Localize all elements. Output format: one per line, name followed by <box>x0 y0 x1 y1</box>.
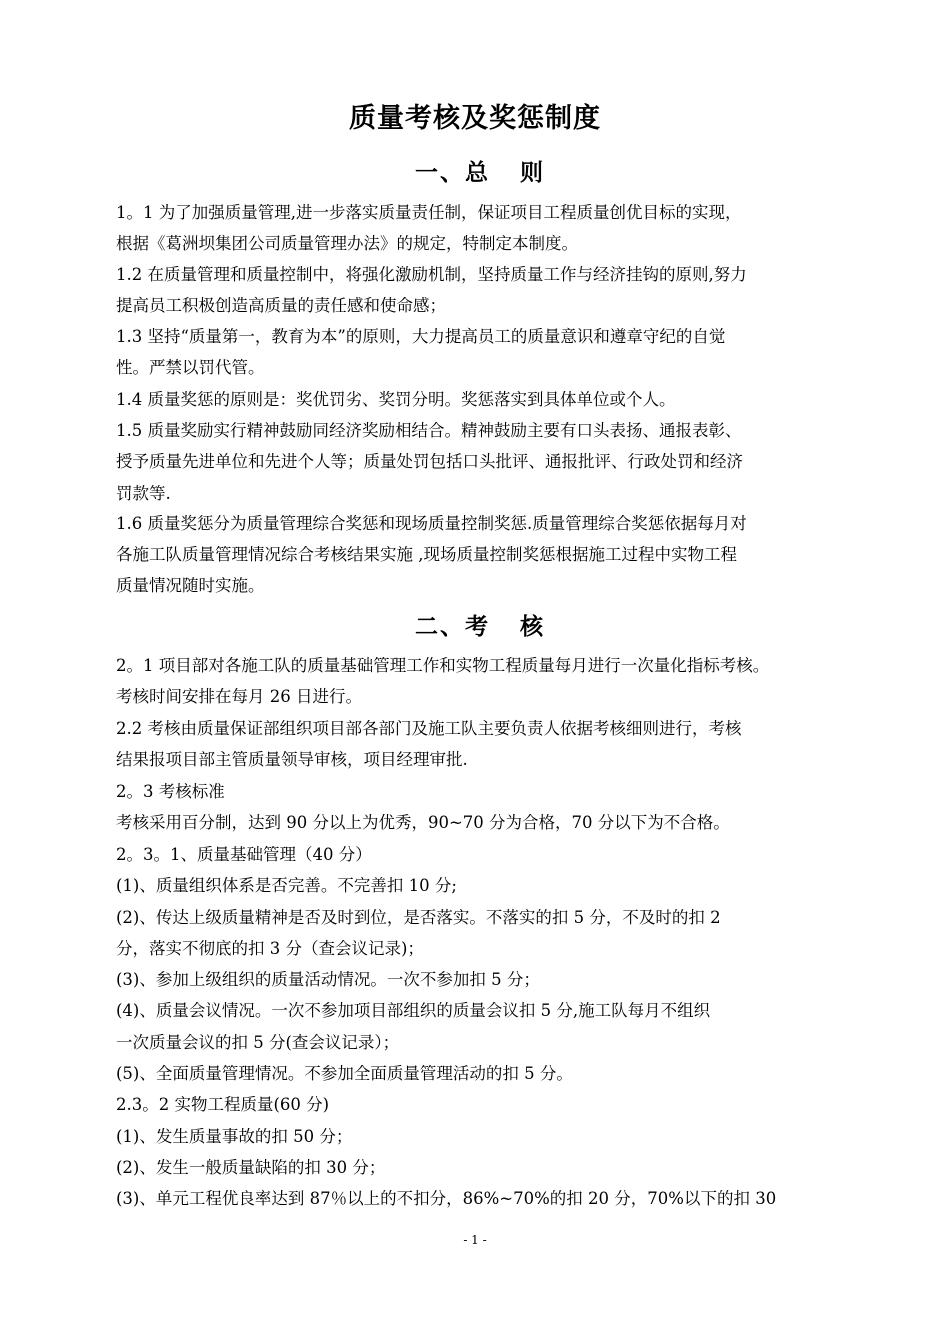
paragraph-line: 根据《葛洲坝集团公司质量管理办法》的规定，特制定本制度。 <box>116 234 578 253</box>
paragraph-line: (2)、发生一般质量缺陷的扣 30 分； <box>116 1158 386 1177</box>
paragraph-line: 一次质量会议的扣 5 分(查会议记录）； <box>116 1033 400 1052</box>
paragraph-line: 结果报项目部主管质量领导审核，项目经理审批. <box>116 750 468 769</box>
paragraph-line: 2.3。2 实物工程质量(60 分) <box>116 1095 330 1114</box>
paragraph-line: (3)、参加上级组织的质量活动情况。一次不参加扣 5 分； <box>116 970 540 989</box>
paragraph-line: 1.2 在质量管理和质量控制中，将强化激励机制，坚持质量工作与经济挂钩的原则,努力 <box>116 265 747 284</box>
paragraph-line: 分，落实不彻底的扣 3 分（查会议记录)； <box>116 939 424 958</box>
paragraph-line: 1。1 为了加强质量管理,进一步落实质量责任制，保证项目工程质量创优目标的实现， <box>116 203 742 222</box>
paragraph-line: 1.4 质量奖惩的原则是：奖优罚劣、奖罚分明。奖惩落实到具体单位或个人。 <box>116 390 676 409</box>
section-heading-general: 一、总 则 <box>414 159 546 186</box>
paragraph-line: 罚款等. <box>116 484 171 503</box>
paragraph-line: 1.6 质量奖惩分为质量管理综合奖惩和现场质量控制奖惩.质量管理综合奖惩依据每月对 <box>116 514 747 533</box>
paragraph-line: 各施工队质量管理情况综合考核结果实施 ,现场质量控制奖惩根据施工过程中实物工程 <box>116 545 737 564</box>
paragraph-line: 考核采用百分制，达到 90 分以上为优秀，90~70 分为合格，70 分以下为不合格。 <box>116 813 730 832</box>
paragraph-line: 2.2 考核由质量保证部组织项目部各部门及施工队主要负责人依据考核细则进行，考核 <box>116 719 742 738</box>
paragraph-line: 2。1 项目部对各施工队的质量基础管理工作和实物工程质量每月进行一次量化指标考核。 <box>116 656 770 675</box>
section-heading-assessment: 二、考 核 <box>414 613 546 640</box>
paragraph-line: 提高员工积极创造高质量的责任感和使命感； <box>116 296 446 315</box>
paragraph-line: 质量情况随时实施。 <box>116 576 265 595</box>
paragraph-line: 1.3 坚持“质量第一，教育为本”的原则，大力提高员工的质量意识和遵章守纪的自觉 <box>116 327 726 346</box>
paragraph-line: 考核时间安排在每月 26 日进行。 <box>116 687 362 706</box>
paragraph-line: 性。严禁以罚代管。 <box>116 358 265 377</box>
paragraph-line: 1.5 质量奖励实行精神鼓励同经济奖励相结合。精神鼓励主要有口头表扬、通报表彰、 <box>116 421 742 440</box>
paragraph-line: (1)、质量组织体系是否完善。不完善扣 10 分; <box>116 876 457 895</box>
document-title: 质量考核及奖惩制度 <box>349 103 601 134</box>
paragraph-line: (3)、单元工程优良率达到 87％以上的不扣分，86%~70%的扣 20 分，70%以下的扣 30 <box>116 1189 777 1208</box>
paragraph-line: 2。3 考核标准 <box>116 782 225 801</box>
paragraph-line: (4)、质量会议情况。一次不参加项目部组织的质量会议扣 5 分,施工队每月不组织 <box>116 1001 711 1020</box>
paragraph-line: 授予质量先进单位和先进个人等；质量处罚包括口头批评、通报批评、行政处罚和经济 <box>116 452 743 471</box>
paragraph-line: (1)、发生质量事故的扣 50 分； <box>116 1127 353 1146</box>
page-number: - 1 - <box>463 1233 487 1247</box>
paragraph-line: (2)、传达上级质量精神是否及时到位，是否落实。不落实的扣 5 分，不及时的扣 2 <box>116 908 721 927</box>
paragraph-line: 2。3。1、质量基础管理（40 分） <box>116 845 372 864</box>
paragraph-line: (5)、全面质量管理情况。不参加全面质量管理活动的扣 5 分。 <box>116 1064 573 1083</box>
